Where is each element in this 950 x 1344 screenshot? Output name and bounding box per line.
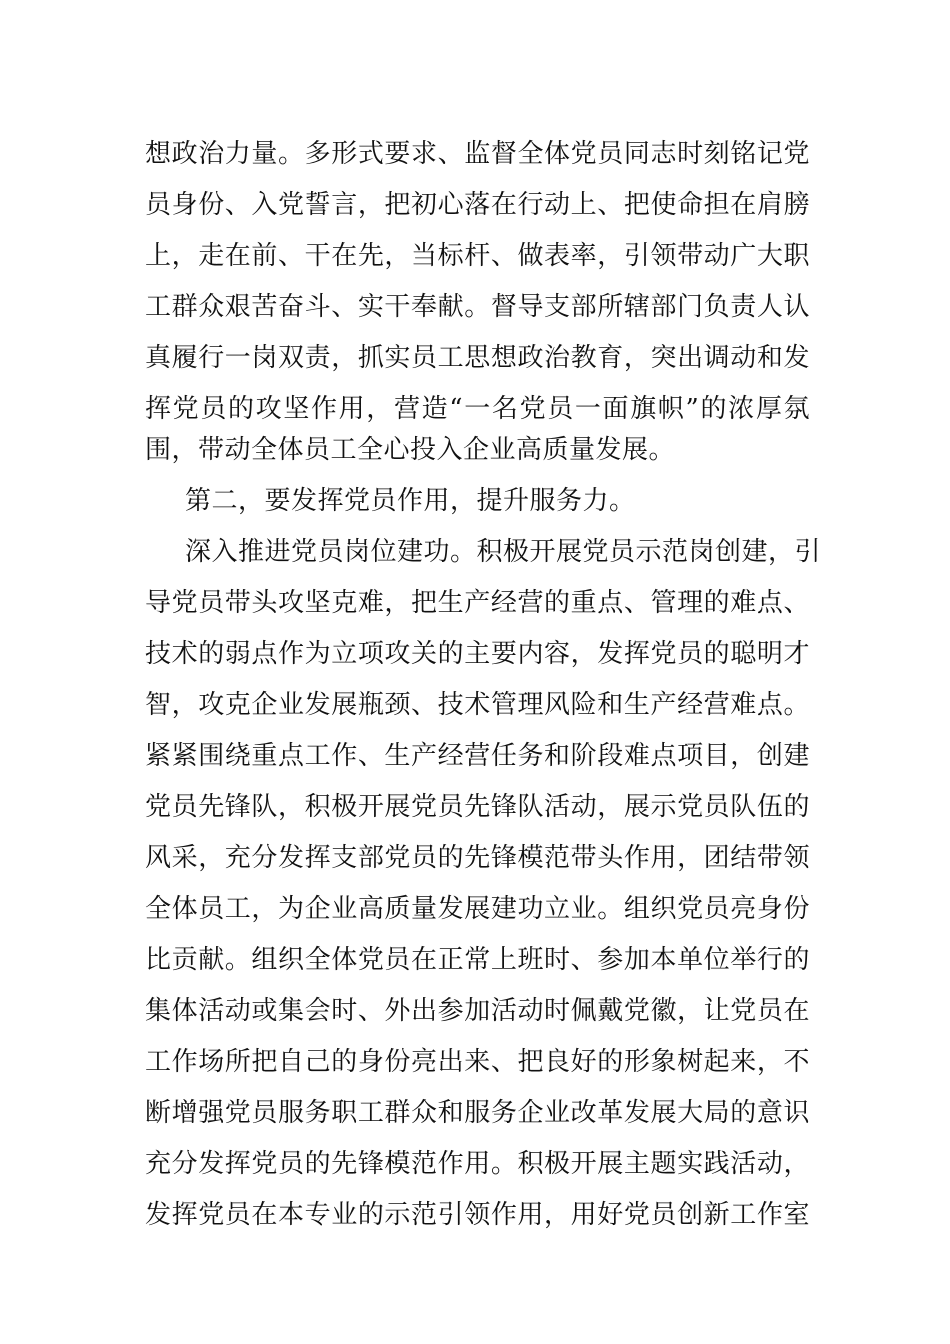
text-line: 挥党员的攻坚作用，营造“一名党员一面旗帜”的浓厚氛 — [145, 394, 810, 424]
text-line: 党员先锋队，积极开展党员先锋队活动，展示党员队伍的 — [145, 792, 810, 822]
paragraph-end-line: 围，带动全体员工全心投入企业高质量发展。 — [145, 435, 676, 465]
text-line: 深入推进党员岗位建功。积极开展党员示范岗创建，引 — [185, 537, 822, 567]
text-line: 发挥党员在本专业的示范引领作用，用好党员创新工作室 — [145, 1200, 810, 1230]
text-line: 智，攻克企业发展瓶颈、技术管理风险和生产经营难点。 — [145, 690, 810, 720]
text-line: 工作场所把自己的身份亮出来、把良好的形象树起来，不 — [145, 1047, 810, 1077]
text-line: 技术的弱点作为立项攻关的主要内容，发挥党员的聪明才 — [145, 639, 810, 669]
text-line: 全体员工，为企业高质量发展建功立业。组织党员亮身份 — [145, 894, 810, 924]
text-line: 紧紧围绕重点工作、生产经营任务和阶段难点项目，创建 — [145, 741, 810, 771]
text-line: 工群众艰苦奋斗、实干奉献。督导支部所辖部门负责人认 — [145, 292, 810, 322]
section-heading: 第二，要发挥党员作用，提升服务力。 — [185, 486, 636, 516]
text-line: 上，走在前、干在先，当标杆、做表率，引领带动广大职 — [145, 241, 810, 271]
text-line: 导党员带头攻坚克难，把生产经营的重点、管理的难点、 — [145, 588, 810, 618]
text-line: 想政治力量。多形式要求、监督全体党员同志时刻铭记党 — [145, 139, 810, 169]
text-line: 真履行一岗双责，抓实员工思想政治教育，突出调动和发 — [145, 343, 810, 373]
text-line: 断增强党员服务职工群众和服务企业改革发展大局的意识 — [145, 1098, 810, 1128]
text-line: 风采，充分发挥支部党员的先锋模范带头作用，团结带领 — [145, 843, 810, 873]
text-line: 比贡献。组织全体党员在正常上班时、参加本单位举行的 — [145, 945, 810, 975]
text-line: 集体活动或集会时、外出参加活动时佩戴党徽，让党员在 — [145, 996, 810, 1026]
text-line: 充分发挥党员的先锋模范作用。积极开展主题实践活动， — [145, 1149, 810, 1179]
text-line: 员身份、入党誓言，把初心落在行动上、把使命担在肩膀 — [145, 190, 810, 220]
